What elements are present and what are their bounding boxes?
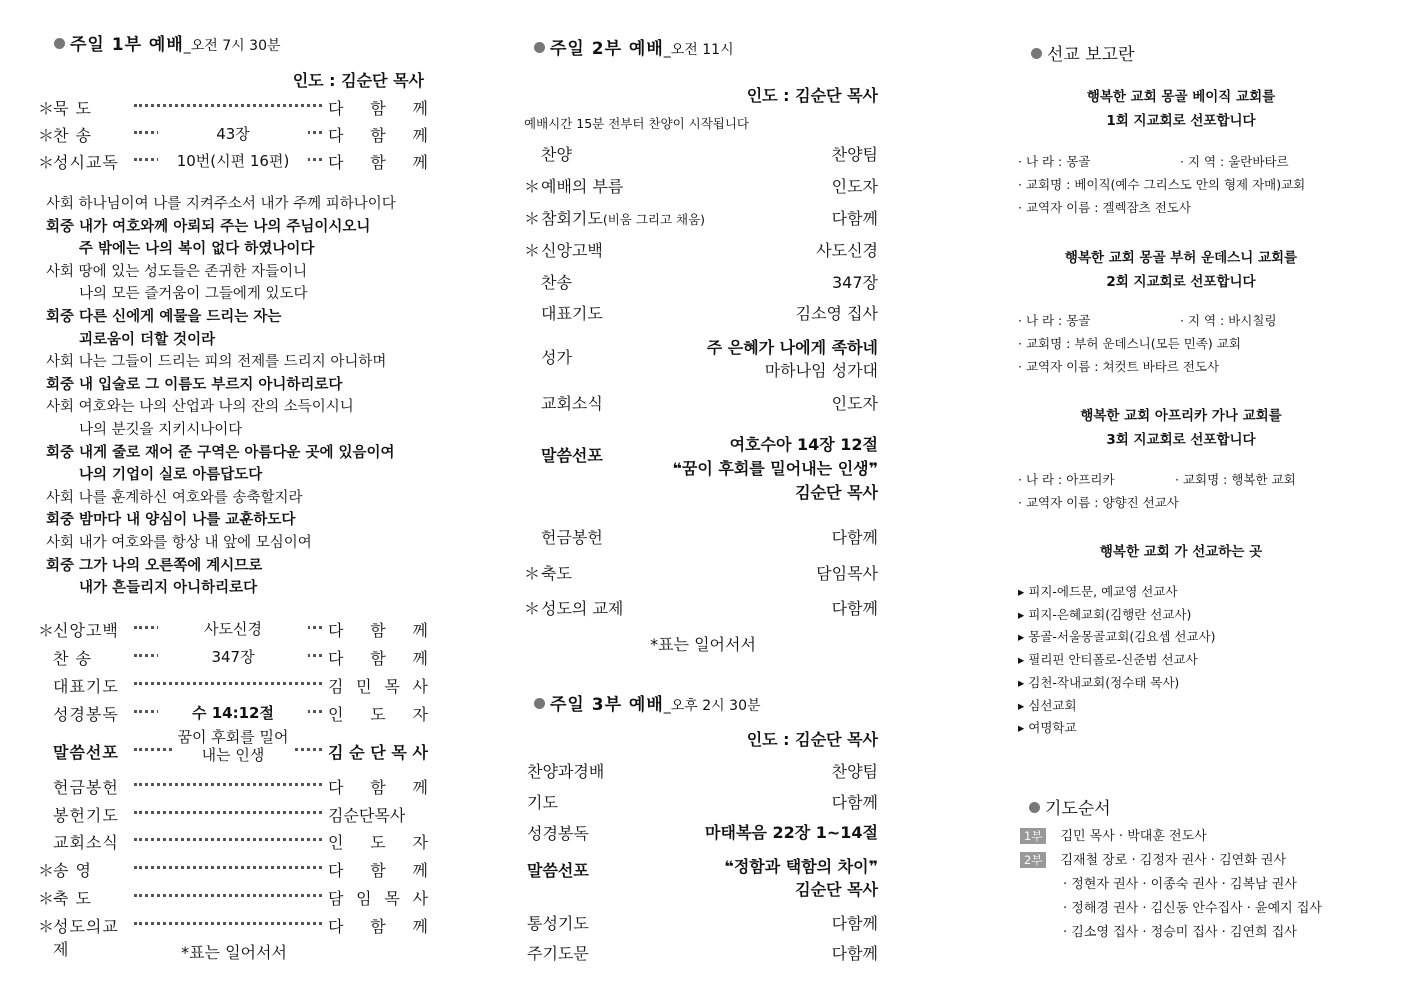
order-label: 봉헌기도 xyxy=(53,806,119,825)
responsive-text: 주 밖에는 나의 복이 없다 하였나이다 xyxy=(79,241,315,258)
responsive-line xyxy=(46,237,314,258)
order-detail-line: 담임목사 xyxy=(816,564,878,583)
prayer-names-1: 김민 목사 · 박대훈 전도사 xyxy=(1060,829,1207,844)
order-label: 교회소식 xyxy=(53,833,119,852)
responsive-line xyxy=(46,508,295,529)
order-label: 헌금봉헌 xyxy=(53,778,119,797)
order-detail xyxy=(832,391,878,414)
stand-marker: ＊ xyxy=(524,209,541,228)
order-detail-line: 김소영 집사 xyxy=(795,304,878,323)
order-label: 성도의교제 xyxy=(53,917,119,959)
order-label: 신앙고백 xyxy=(53,621,119,640)
order-presenter: 인 도 자 xyxy=(328,833,428,852)
order-presenter: 다 함 께 xyxy=(328,126,428,145)
mission-places-title: 행복한 교회 가 선교하는 곳 xyxy=(1099,544,1263,560)
s1-leader: 인도 : 김순단 목사 xyxy=(292,71,424,90)
order-detail-line: 다함께 xyxy=(831,209,878,228)
s1-top-row xyxy=(38,96,430,120)
responsive-line xyxy=(46,192,396,213)
order-detail-line: 다함께 xyxy=(831,944,878,963)
order-presenter: 담 임 목 사 xyxy=(328,889,428,908)
mission-place: ▸ 피지-에드문, 예교영 선교사 xyxy=(1018,584,1178,599)
order-presenter: 다 함 께 xyxy=(328,621,428,640)
responsive-line xyxy=(46,282,308,303)
s2-note: *표는 일어서서 xyxy=(650,635,756,654)
responsive-text: 사회 나는 그들이 드리는 피의 전제를 드리지 아니하며 xyxy=(46,354,387,371)
stand-marker: ＊ xyxy=(38,861,55,880)
mission-place: ▸ 심선교회 xyxy=(1018,697,1077,713)
mission-block-1-line1: 행복한 교회 몽골 베이직 교회를 xyxy=(1086,89,1276,105)
dot-leader xyxy=(134,682,322,685)
order-detail xyxy=(707,335,878,381)
mission-heading xyxy=(1031,40,1135,65)
order-label: 주기도문 xyxy=(527,944,589,963)
responsive-text: 사회 나를 훈계하신 여호와를 송축할지라 xyxy=(46,489,303,506)
mission-block-2-header xyxy=(1015,246,1347,294)
responsive-line xyxy=(46,395,354,416)
order-label: 성도의 교제 xyxy=(541,599,624,618)
mission-block-1-item: · 교회명 : 베이직(예수 그리스도 안의 형제 자매)교회 xyxy=(1018,177,1306,192)
order-label: 송 영 xyxy=(53,861,92,880)
order-detail-line: 주 은혜가 나에게 족하네 xyxy=(706,338,878,357)
responsive-text: 회중 밤마다 내 양심이 나를 교훈하도다 xyxy=(46,512,296,529)
bullet-icon xyxy=(534,42,545,53)
mission-block-2-line2: 2회 지교회로 선포합니다 xyxy=(1106,274,1256,290)
responsive-text: 회중 다른 신에게 예물을 드리는 자는 xyxy=(46,309,282,325)
mission-block-2-item: · 지 역 : 바시칠링 xyxy=(1180,313,1277,328)
order-detail xyxy=(705,821,878,844)
order-label: 예배의 부름 xyxy=(541,177,624,196)
order-detail xyxy=(816,238,878,261)
order-detail-line: 다함께 xyxy=(831,599,878,618)
stand-marker: ＊ xyxy=(38,99,55,118)
stand-marker: ＊ xyxy=(524,241,541,260)
order-detail-line: 다함께 xyxy=(831,793,878,812)
responsive-text: 괴로움이 더할 것이라 xyxy=(79,331,216,348)
prayer-names-2: 김재철 장로 · 김정자 권사 · 김연화 권사 xyxy=(1060,853,1286,868)
order-detail-line: 347장 xyxy=(832,273,878,292)
mission-place: ▸ 피지-은혜교회(김행란 선교사) xyxy=(1018,606,1192,622)
order-label: 기도 xyxy=(527,793,558,812)
responsive-line xyxy=(46,373,342,394)
mission-block-1-item: · 지 역 : 울란바타르 xyxy=(1180,154,1289,169)
order-detail: 수 14:12절 xyxy=(158,702,308,723)
order-presenter: 김순단목사 xyxy=(328,806,406,825)
responsive-text: 회중 그가 나의 오른쪽에 계시므로 xyxy=(46,557,263,574)
order-label: 찬 송 xyxy=(53,126,92,145)
responsive-text: 회중 내 입술로 그 이름도 부르지 아니하리로다 xyxy=(46,376,343,393)
responsive-line xyxy=(46,576,257,597)
s1-top-row xyxy=(38,150,430,174)
mission-block-1-item: · 교역자 이름 : 겔렉잠츠 전도사 xyxy=(1018,200,1191,215)
responsive-line xyxy=(46,441,395,462)
order-detail-line: 사도신경 xyxy=(816,241,878,260)
stand-marker: ＊ xyxy=(38,889,55,908)
prayer-line-2 xyxy=(1020,849,1286,868)
order-detail-line: 여호수아 14장 12절 xyxy=(729,435,878,454)
s1-bottom-row xyxy=(38,858,430,882)
order-detail-line: 마태복음 22장 1~14절 xyxy=(705,823,878,842)
order-detail-line: 김순단 목사 xyxy=(795,483,878,502)
prayer-line-3: · 정현자 권사 · 이종숙 권사 · 김복남 권사 xyxy=(1063,877,1297,892)
prayer-line-5: · 김소영 집사 · 정승미 집사 · 김연희 집사 xyxy=(1063,925,1297,940)
prayer-line-4: · 정해경 권사 · 김신동 안수집사 · 윤예지 집사 xyxy=(1063,901,1322,916)
order-detail xyxy=(724,855,878,901)
order-detail xyxy=(672,433,878,505)
order-label: 묵 도 xyxy=(53,99,92,118)
responsive-text: 나의 기업이 실로 아름답도다 xyxy=(79,467,263,484)
s1-note: *표는 일어서서 xyxy=(181,943,287,962)
mission-block-3-item: · 교회명 : 행복한 교회 xyxy=(1175,472,1296,487)
order-presenter: 인 도 자 xyxy=(328,705,428,724)
tag-first-service: 1부 xyxy=(1020,828,1046,844)
order-label: 찬송 xyxy=(541,273,572,292)
order-presenter: 다 함 께 xyxy=(328,153,428,172)
order-presenter: 다 함 께 xyxy=(328,917,428,936)
order-label: 말씀선포 xyxy=(53,743,119,762)
mission-block-1-header xyxy=(1015,85,1347,133)
mission-block-3-item: · 나 라 : 아프리카 xyxy=(1018,472,1115,487)
order-detail: 10번(시편 16편) xyxy=(158,150,308,171)
mission-block-2-item: · 교역자 이름 : 쳐컷트 바타르 전도사 xyxy=(1018,359,1220,374)
responsive-line xyxy=(46,260,307,281)
prayer-line-1 xyxy=(1020,825,1207,844)
order-label: 대표기도 xyxy=(53,677,119,696)
responsive-line xyxy=(46,463,262,484)
s1-time: _오전 7시 30분 xyxy=(183,38,281,54)
order-presenter: 다 함 께 xyxy=(328,99,428,118)
order-detail-line: 찬양팀 xyxy=(831,762,878,781)
order-detail-line: 마하나임 성가대 xyxy=(764,361,878,380)
mission-place: ▸ 필리핀 안티폴로-신준범 선교사 xyxy=(1018,652,1198,668)
s1-bottom-row xyxy=(38,646,430,670)
dot-leader xyxy=(134,894,322,897)
order-label: 대표기도 xyxy=(541,304,603,323)
mission-block-2-line1: 행복한 교회 몽골 부허 운데스니 교회를 xyxy=(1064,250,1298,266)
order-detail-line: 다함께 xyxy=(831,528,878,547)
s1-bottom-row xyxy=(38,618,430,642)
order-presenter: 김 순 단 목 사 xyxy=(328,743,428,762)
prayer-heading xyxy=(1029,794,1111,819)
order-detail xyxy=(832,759,878,782)
order-detail xyxy=(796,301,878,324)
dot-leader xyxy=(134,783,322,786)
mission-block-3-header xyxy=(1015,404,1347,452)
order-detail xyxy=(832,790,878,813)
order-label: 통성기도 xyxy=(527,914,589,933)
order-detail xyxy=(832,596,878,619)
dot-leader xyxy=(134,811,322,814)
order-label: 교회소식 xyxy=(541,394,603,413)
responsive-text: 나의 분깃을 지키시나이다 xyxy=(79,422,243,438)
mission-block-3-line1: 행복한 교회 아프리카 가나 교회를 xyxy=(1080,408,1282,424)
mission-block-1-item: · 나 라 : 몽골 xyxy=(1018,154,1091,169)
order-detail-line: 다함께 xyxy=(831,914,878,933)
mission-block-2-item: · 교회명 : 부허 운데스니(모든 민족) 교회 xyxy=(1018,336,1241,351)
s1-title: 주일 1부 예배 xyxy=(70,35,184,55)
responsive-line xyxy=(46,305,281,326)
order-detail xyxy=(816,561,878,584)
order-label: 말씀선포 xyxy=(527,861,589,880)
responsive-text: 사회 땅에 있는 성도들은 존귀한 자들이니 xyxy=(46,263,308,280)
order-detail xyxy=(832,206,878,229)
bullet-icon xyxy=(1031,48,1042,59)
responsive-line xyxy=(46,486,303,507)
s3-heading xyxy=(534,690,761,715)
s3-title: 주일 3부 예배 xyxy=(550,695,664,715)
order-presenter: 다 함 께 xyxy=(328,778,428,797)
order-label: 성경봉독 xyxy=(527,824,589,843)
order-label: 말씀선포 xyxy=(541,446,603,465)
mission-block-1-line2: 1회 지교회로 선포합니다 xyxy=(1106,113,1256,129)
order-detail xyxy=(832,525,878,548)
s2-title: 주일 2부 예배 xyxy=(550,39,664,59)
bullet-icon xyxy=(534,698,545,709)
s3-time: _오후 2시 30분 xyxy=(663,698,761,714)
order-label: 참회기도(비움 그리고 채움) xyxy=(541,209,706,228)
mission-block-3-line2: 3회 지교회로 선포합니다 xyxy=(1106,432,1256,448)
order-detail: 347장 xyxy=(158,646,308,667)
responsive-line xyxy=(46,554,262,575)
mission-block-3-item: · 교역자 이름 : 양향진 선교사 xyxy=(1018,495,1179,510)
s2-heading xyxy=(534,34,734,59)
stand-marker: ＊ xyxy=(38,126,55,145)
order-label: 찬양과경배 xyxy=(527,762,605,781)
stand-marker: ＊ xyxy=(524,599,541,618)
order-detail-line: ❝꿈이 후회를 밀어내는 인생❞ xyxy=(672,459,878,478)
s1-heading xyxy=(54,30,281,55)
order-detail-line: 인도자 xyxy=(831,177,878,196)
order-detail-line: 찬양팀 xyxy=(831,145,878,164)
stand-marker: ＊ xyxy=(38,917,55,936)
s1-bottom-row xyxy=(38,803,430,827)
responsive-text: 회중 내가 여호와께 아뢰되 주는 나의 주님이시오니 xyxy=(46,218,371,235)
responsive-line xyxy=(46,350,386,371)
order-detail: 43장 xyxy=(158,123,308,144)
stand-marker: ＊ xyxy=(524,564,541,583)
responsive-text: 사회 여호와는 나의 산업과 나의 잔의 소득이시니 xyxy=(46,399,354,416)
order-label: 헌금봉헌 xyxy=(541,528,603,547)
order-presenter: 다 함 께 xyxy=(328,649,428,668)
s3-leader: 인도 : 김순단 목사 xyxy=(746,730,878,749)
stand-marker: ＊ xyxy=(524,177,541,196)
prayer-title: 기도순서 xyxy=(1045,799,1111,819)
order-detail: 사도신경 xyxy=(158,618,308,639)
order-label: 축 도 xyxy=(53,889,92,908)
order-detail xyxy=(832,941,878,964)
responsive-text: 나의 모든 즐거움이 그들에게 있도다 xyxy=(79,286,308,303)
order-detail: 꿈이 후회를 밀어내는 인생 xyxy=(173,728,293,764)
dot-leader xyxy=(134,104,322,107)
responsive-line xyxy=(46,531,312,552)
stand-marker: ＊ xyxy=(38,621,55,640)
s1-bottom-row xyxy=(38,886,430,910)
order-detail xyxy=(832,911,878,934)
s1-bottom-row xyxy=(38,728,430,764)
stand-marker: ＊ xyxy=(38,153,55,172)
order-label: 찬양 xyxy=(541,145,572,164)
order-detail-line: 김순단 목사 xyxy=(795,880,878,899)
order-detail-line: ❝정함과 택함의 차이❞ xyxy=(724,857,878,876)
s1-bottom-row xyxy=(38,775,430,799)
s2-leader: 인도 : 김순단 목사 xyxy=(746,86,878,105)
order-detail xyxy=(832,174,878,197)
mission-place: ▸ 몽골-서울몽골교회(김요셉 선교사) xyxy=(1018,629,1216,645)
responsive-text: 회중 내게 줄로 재어 준 구역은 아름다운 곳에 있음이여 xyxy=(46,444,395,461)
responsive-text: 사회 내가 여호와를 항상 내 앞에 모심이여 xyxy=(46,535,312,551)
responsive-line xyxy=(46,418,242,439)
bullet-icon xyxy=(1029,802,1040,813)
responsive-text: 내가 흔들리지 아니하리로다 xyxy=(79,580,258,597)
dot-leader xyxy=(134,922,322,925)
order-presenter: 김 민 목 사 xyxy=(328,677,428,696)
tag-second-service: 2부 xyxy=(1020,852,1046,868)
order-label-note: (비움 그리고 채움) xyxy=(602,212,706,227)
dot-leader xyxy=(134,838,322,841)
order-label: 찬 송 xyxy=(53,649,92,668)
s1-top-row xyxy=(38,123,430,147)
dot-leader xyxy=(134,866,322,869)
order-label: 성시교독 xyxy=(53,153,119,172)
order-detail xyxy=(832,270,878,293)
order-label: 신앙고백 xyxy=(541,241,603,260)
s1-bottom-row xyxy=(38,830,430,854)
mission-title: 선교 보고란 xyxy=(1047,45,1135,65)
order-label: 성경봉독 xyxy=(53,705,119,724)
bullet-icon xyxy=(54,38,65,49)
mission-block-2-item: · 나 라 : 몽골 xyxy=(1018,313,1091,328)
mission-place: ▸ 김천-작내교회(정수태 목사) xyxy=(1018,674,1180,690)
s2-pre-note: 예배시간 15분 전부터 찬양이 시작됩니다 xyxy=(524,116,749,131)
s2-time: _오전 11시 xyxy=(663,42,734,58)
responsive-line xyxy=(46,328,215,349)
order-detail-line: 인도자 xyxy=(831,394,878,413)
order-detail xyxy=(832,142,878,165)
responsive-line xyxy=(46,215,370,236)
s1-bottom-row xyxy=(38,702,430,726)
order-presenter: 다 함 께 xyxy=(328,861,428,880)
mission-place: ▸ 여명학교 xyxy=(1018,720,1077,736)
responsive-text: 사회 하나님이여 나를 지켜주소서 내가 주께 피하나이다 xyxy=(46,196,396,212)
order-label: 축도 xyxy=(541,564,572,583)
order-label: 성가 xyxy=(541,348,572,367)
s1-bottom-row xyxy=(38,674,430,698)
